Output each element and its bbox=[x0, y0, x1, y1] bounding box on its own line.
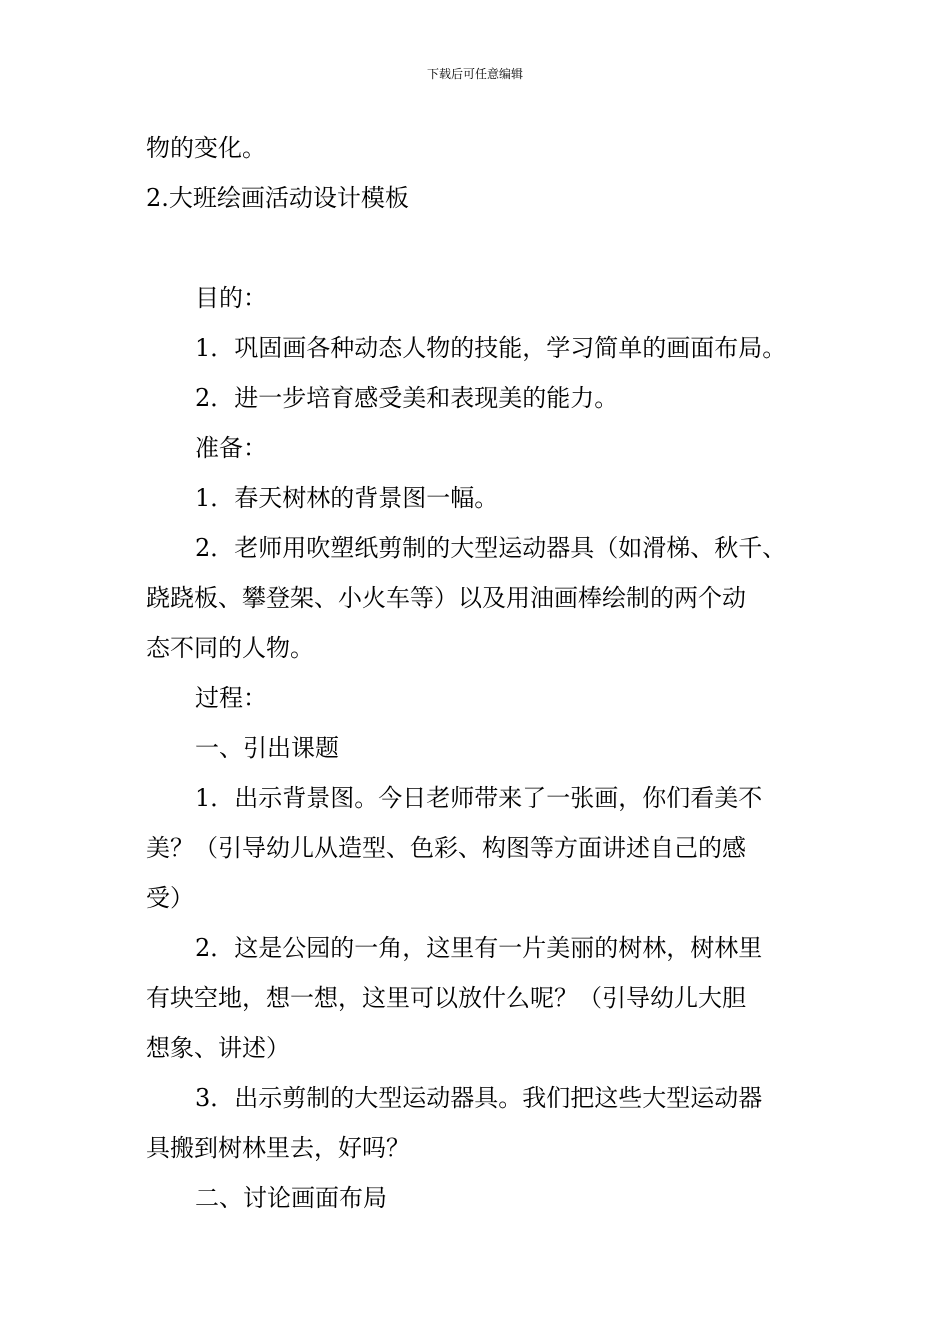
text-line: 目的： bbox=[195, 284, 267, 312]
text-line: 二、讨论画面布局 bbox=[195, 1184, 387, 1212]
text-line: 具搬到树林里去，好吗？ bbox=[146, 1134, 410, 1162]
text-line: 态不同的人物。 bbox=[146, 634, 314, 662]
text-line: 1．出示背景图。今日老师带来了一张画，你们看美不 bbox=[195, 784, 763, 812]
text-line: 有块空地，想一想，这里可以放什么呢？（引导幼儿大胆 bbox=[146, 984, 746, 1012]
text-line: 过程： bbox=[195, 684, 267, 712]
text-line: 美？（引导幼儿从造型、色彩、构图等方面讲述自己的感 bbox=[146, 834, 746, 862]
text-line: 2．老师用吹塑纸剪制的大型运动器具（如滑梯、秋千、 bbox=[195, 534, 787, 562]
header-note: 下载后可任意编辑 bbox=[426, 67, 523, 81]
text-line: 2．这是公园的一角，这里有一片美丽的树林，树林里 bbox=[195, 934, 763, 962]
text-line: 想象、讲述） bbox=[146, 1034, 290, 1062]
text-line: 受） bbox=[146, 884, 194, 912]
text-line: 一、引出课题 bbox=[195, 734, 339, 762]
text-line: 准备： bbox=[195, 434, 267, 462]
text-line: 2．进一步培育感受美和表现美的能力。 bbox=[195, 384, 619, 412]
section-heading: 2.大班绘画活动设计模板 bbox=[146, 184, 409, 212]
text-line: 3．出示剪制的大型运动器具。我们把这些大型运动器 bbox=[195, 1084, 763, 1112]
text-line: 跷跷板、攀登架、小火车等）以及用油画棒绘制的两个动 bbox=[146, 584, 746, 612]
text-line: 1．巩固画各种动态人物的技能，学习简单的画面布局。 bbox=[195, 334, 787, 362]
text-line: 1．春天树林的背景图一幅。 bbox=[195, 484, 499, 512]
text-line: 物的变化。 bbox=[146, 134, 266, 162]
